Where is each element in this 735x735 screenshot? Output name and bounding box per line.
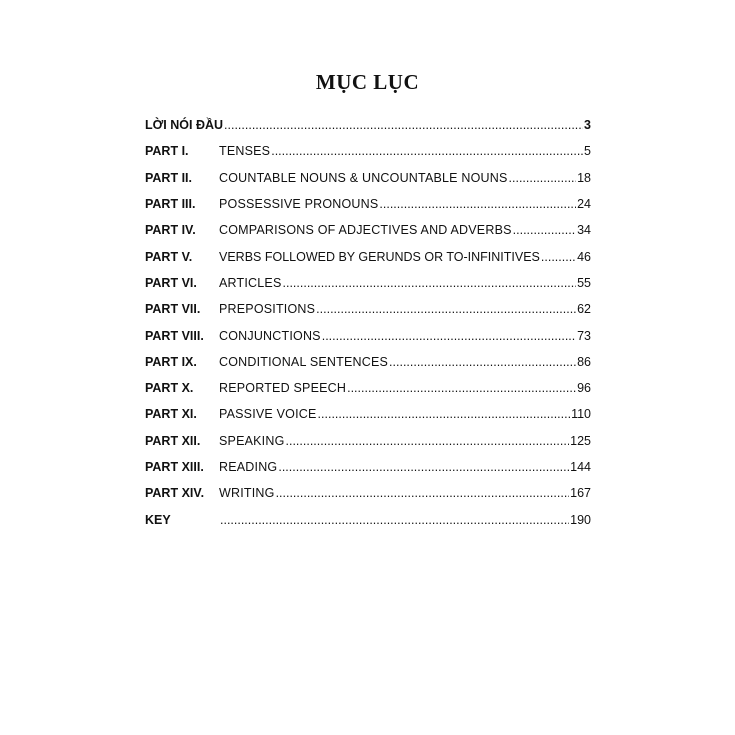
dot-leader	[513, 223, 576, 237]
toc-entry-body	[219, 250, 591, 264]
toc-entry-body	[219, 223, 591, 237]
toc-entry-title: CONDITIONAL SENTENCES	[219, 354, 389, 369]
toc-entry-part-4	[145, 217, 591, 243]
toc-entry-part-11	[145, 401, 591, 427]
toc-entry-label: PART V.	[145, 249, 193, 264]
toc-entry-body	[219, 144, 591, 158]
toc-entry-title: COMPARISONS OF ADJECTIVES AND ADVERBS	[219, 223, 512, 238]
toc-entry-label: PART VIII.	[145, 328, 204, 343]
dot-leader	[224, 118, 583, 132]
toc-entry-part-2	[145, 165, 591, 191]
toc-entry-label: PART IV.	[145, 223, 196, 238]
toc-entry-title: TENSES	[219, 144, 271, 159]
toc-entry-part-10	[145, 375, 591, 401]
toc-entry-title: ARTICLES	[219, 275, 282, 290]
toc-entry-label: KEY	[145, 512, 171, 527]
toc-entry-page: 110	[571, 407, 591, 422]
toc-entry-page: 62	[577, 302, 591, 317]
dot-leader	[283, 276, 577, 290]
dot-leader	[220, 513, 569, 527]
toc-entry-part-9	[145, 349, 591, 375]
toc-entry-part-13	[145, 454, 591, 480]
page-title: MỤC LỤC	[315, 70, 420, 94]
toc-entry-page: 34	[577, 223, 591, 238]
dot-leader	[278, 460, 569, 474]
dot-leader	[389, 355, 576, 369]
toc-entry-body	[219, 329, 591, 343]
toc-entry-label: PART XI.	[145, 407, 197, 422]
dot-leader	[271, 144, 583, 158]
toc-entry-page: 5	[584, 144, 591, 159]
toc-entry-title: VERBS FOLLOWED BY GERUNDS OR TO-INFINITIVES	[219, 249, 540, 264]
toc-entry-body	[219, 434, 591, 448]
toc-entry-label: PART X.	[145, 381, 194, 396]
toc-entry-body	[219, 407, 591, 421]
toc-entry-body	[219, 197, 591, 211]
toc-entry-page: 24	[577, 197, 591, 212]
dot-leader	[379, 197, 576, 211]
table-of-contents	[145, 112, 591, 533]
toc-entry-page: 125	[570, 433, 591, 448]
toc-entry-title: COUNTABLE NOUNS & UNCOUNTABLE NOUNS	[219, 170, 508, 185]
toc-entry-body	[223, 118, 591, 132]
dot-leader	[347, 381, 576, 395]
toc-entry-label: PART III.	[145, 197, 196, 212]
toc-entry-label: PART IX.	[145, 354, 197, 369]
dot-leader	[541, 250, 576, 264]
toc-entry-page: 18	[577, 170, 591, 185]
toc-entry-title: SPEAKING	[219, 433, 285, 448]
toc-entry-page: 96	[577, 381, 591, 396]
toc-entry-page: 144	[570, 460, 591, 474]
toc-entry-title: PREPOSITIONS	[219, 302, 316, 317]
toc-entry-part-3	[145, 191, 591, 217]
dot-leader	[316, 302, 576, 316]
toc-entry-title: REPORTED SPEECH	[219, 381, 347, 396]
toc-entry-body	[219, 460, 591, 474]
toc-entry-part-1	[145, 138, 591, 164]
toc-entry-page: 3	[584, 118, 591, 133]
toc-entry-label: LỜI NÓI ĐẦU	[145, 118, 224, 133]
dot-leader	[318, 407, 571, 421]
dot-leader	[322, 329, 576, 343]
toc-entry-preface	[145, 112, 591, 138]
toc-entry-label: PART VII.	[145, 302, 201, 317]
toc-entry-title: CONJUNCTIONS	[219, 328, 321, 343]
toc-entry-part-14	[145, 480, 591, 506]
toc-entry-part-5	[145, 243, 591, 269]
toc-entry-label: PART II.	[145, 170, 192, 185]
toc-entry-title: POSSESSIVE PRONOUNS	[219, 197, 379, 212]
toc-entry-label: PART XIV.	[145, 486, 205, 501]
toc-entry-page: 55	[577, 275, 591, 290]
toc-entry-page: 86	[577, 354, 591, 369]
toc-entry-page: 46	[577, 249, 591, 264]
toc-entry-page: 73	[577, 328, 591, 343]
toc-entry-title: WRITING	[219, 486, 275, 501]
toc-entry-body	[219, 302, 591, 316]
toc-entry-page: 190	[570, 512, 591, 527]
toc-entry-part-7	[145, 296, 591, 322]
toc-entry-title: PASSIVE VOICE	[219, 407, 317, 422]
toc-entry-label: PART XII.	[145, 433, 201, 448]
toc-entry-label: PART VI.	[145, 275, 197, 290]
toc-entry-body	[219, 513, 591, 527]
toc-entry-part-6	[145, 270, 591, 296]
toc-entry-label: PART XIII.	[145, 460, 204, 474]
toc-entry-label: PART I.	[145, 144, 189, 159]
toc-entry-body	[219, 355, 591, 369]
toc-entry-part-8	[145, 322, 591, 348]
dot-leader	[276, 486, 570, 500]
toc-entry-title: READING	[219, 460, 278, 474]
dot-leader	[509, 171, 577, 185]
toc-entry-part-12	[145, 428, 591, 454]
toc-entry-body	[219, 486, 591, 500]
dot-leader	[286, 434, 570, 448]
toc-entry-body	[219, 276, 591, 290]
toc-entry-body	[219, 171, 591, 185]
toc-entry-key	[145, 506, 591, 532]
toc-entry-body	[219, 381, 591, 395]
toc-entry-page: 167	[570, 486, 591, 501]
